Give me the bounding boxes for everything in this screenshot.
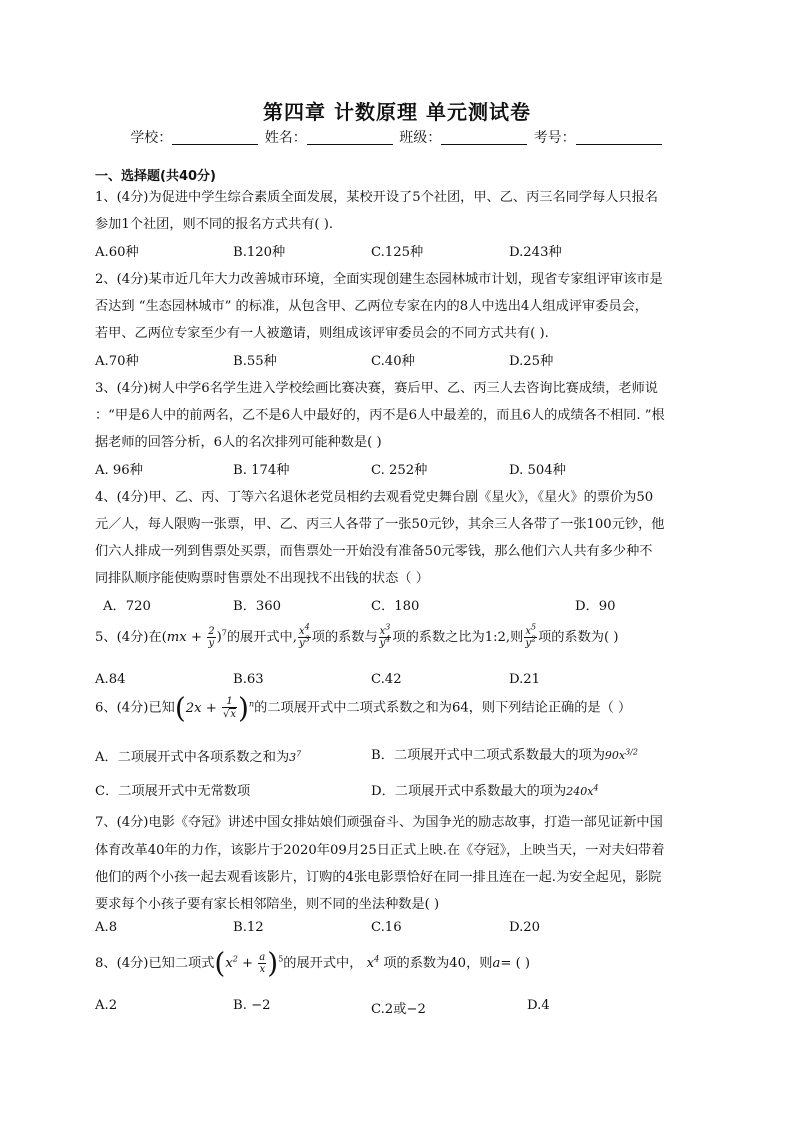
q2-option-c: C.40种	[371, 354, 415, 369]
q3-line3: 据老师的回答分析，6人的名次排列可能种数是( )	[95, 435, 382, 450]
exam-no-label: 考号：	[533, 130, 576, 146]
q5-option-a: A.84	[95, 672, 126, 687]
q7-option-a: A.8	[95, 920, 118, 935]
q1-option-d: D.243种	[509, 245, 562, 260]
q5-term1-formula: $\frac{x^4}{y^3}$	[298, 622, 310, 649]
q6-option-a: A．二项展开式中各项系数之和为$3^7$	[95, 749, 302, 765]
q5-mid2: 项的系数与	[311, 630, 378, 645]
q5-prefix: 5、(4分)在	[95, 630, 162, 645]
q1-line2: 参加1个社团，则不同的报名方式共有( ).	[95, 217, 334, 232]
q8-stem	[95, 946, 531, 980]
student-info-line	[0, 127, 794, 147]
q4-option-b: B．360	[233, 599, 282, 614]
class-blank[interactable]	[441, 130, 527, 145]
page-title: 第四章 计数原理 单元测试卷	[263, 100, 531, 124]
section-heading: 一、选择题(共40分)	[95, 169, 216, 184]
q5-term2-formula: $\frac{x^3}{y^4}$	[379, 622, 391, 649]
name-blank[interactable]	[307, 130, 393, 145]
q6-binomial-formula: (2x + $\frac{1}{√x}$ )$^n$	[174, 691, 255, 724]
q2-option-b: B.55种	[233, 354, 277, 369]
q6-option-c: C．二项展开式中无常数项	[95, 784, 251, 799]
class-label: 班级：	[399, 130, 442, 146]
name-label: 姓名：	[264, 130, 307, 146]
q8-option-a: A.2	[95, 998, 118, 1013]
q5-term3-formula: $\frac{x^5}{y^2}$	[525, 622, 537, 649]
q5-suffix: 项的系数为( )	[538, 630, 619, 645]
q3-option-a: A. 96种	[95, 463, 143, 478]
q7-line2: 体育改革40年的力作，该影片于2020年09月25日正式上映.在《夺冠》，上映当天，一对夫妇带着	[95, 843, 665, 858]
q4-line2: 元／人，每人限购一张票，甲、乙、丙三人各带了一张50元钞，其余三人各带了一张100元钞，他	[95, 517, 665, 532]
q7-option-c: C.16	[371, 920, 402, 935]
q8-suffix: = ( )	[500, 956, 531, 971]
q3-line1: 3、(4分)树人中学6名学生进入学校绘画比赛决赛，赛后甲、乙、丙三人去咨询比赛成绩，老师说	[95, 381, 658, 396]
q2-option-d: D.25种	[509, 354, 554, 369]
q8-variable-a: a	[492, 956, 501, 971]
q1-line1: 1、(4分)为促进中学生综合素质全面发展，某校开设了5个社团，甲、乙、丙三名同学每人只报名	[95, 190, 658, 205]
exam-no-blank[interactable]	[576, 130, 662, 145]
q4-line1: 4、(4分)甲、乙、丙、丁等六名退休老党员相约去观看党史舞台剧《星火》，《星火》的票价为50	[95, 490, 654, 505]
q6-option-d: D．二项展开式中系数最大的项为$240x^4$	[371, 783, 599, 799]
q3-option-b: B. 174种	[233, 463, 290, 478]
q7-option-b: B.12	[233, 920, 264, 935]
q4-option-d: D．90	[575, 599, 616, 614]
q5-option-b: B.63	[233, 672, 264, 687]
q7-line1: 7、(4分)电影《夺冠》讲述中国女排姑娘们顽强奋斗、为国争光的励志故事，打造一部见证新中国	[95, 815, 663, 830]
q2-line1: 2、(4分)某市近几年大力改善城市环境，全面实现创建生态园林城市计划，现省专家组评审该市是	[95, 272, 663, 287]
q7-option-d: D.20	[509, 920, 541, 935]
q8-prefix: 8、(4分)已知二项式	[95, 956, 215, 971]
q8-mid2: 项的系数为40，则	[383, 956, 493, 971]
q6-suffix: 的二项展开式中二项式系数之和为64，则下列结论正确的是（ ）	[254, 700, 632, 716]
q6-option-b: B．二项展开式中二项式系数最大的项为$90x^{3/2}$	[371, 747, 638, 763]
q8-term-formula: $x^4$	[362, 954, 380, 971]
q3-option-c: C. 252种	[371, 463, 428, 478]
q5-option-c: C.42	[371, 672, 402, 687]
q6-stem	[95, 691, 632, 724]
q1-option-a: A.60种	[95, 245, 139, 260]
school-label: 学校：	[130, 130, 173, 146]
q3-option-d: D. 504种	[509, 463, 566, 478]
q2-option-a: A.70种	[95, 354, 139, 369]
q4-option-a: A．720	[103, 599, 151, 614]
q7-line4: 要求每个小孩子要有家长相邻陪坐，则不同的坐法种数是( )	[95, 897, 440, 912]
q1-option-c: C.125种	[371, 245, 424, 260]
q4-line4: 同排队顺序能使购票时售票处不出现找不出钱的状态（ ）	[95, 571, 429, 586]
school-blank[interactable]	[172, 130, 258, 145]
q5-option-d: D.21	[509, 672, 541, 687]
q8-option-c: C.2或−2	[371, 1002, 426, 1017]
q2-line3: 若甲、乙两位专家至少有一人被邀请，则组成该评审委员会的不同方式共有( ).	[95, 326, 549, 341]
q8-binomial-formula: ($x^2$ + $\frac{a}{x}$ )$^5$	[214, 946, 284, 980]
q5-mid1: 的展开式中,	[226, 630, 297, 645]
q6-prefix: 6、(4分)已知	[95, 700, 175, 716]
q5-stem	[95, 622, 619, 649]
q7-line3: 他们的两个小孩一起去观看该影片，订购的4张电影票恰好在同一排且连在一起.为安全起见，影院	[95, 870, 662, 885]
q5-mid3: 项的系数之比为1:2,则	[392, 630, 524, 645]
q4-option-c: C．180	[371, 599, 420, 614]
q5-binomial-formula: (mx + $\frac{2}{y}$ )$^7$	[161, 626, 227, 649]
q4-line3: 们六人排成一列到售票处买票，而售票处一开始没有准备50元零钱，那么他们六人共有多少种不	[95, 544, 653, 559]
q8-mid: 的展开式中，	[283, 956, 363, 971]
q3-line2: ：“甲是6人中的前两名，乙不是6人中最好的，丙不是6人中最差的，而且6人的成绩各不相同. ”根	[95, 408, 665, 423]
q8-option-d: D.4	[527, 998, 550, 1013]
q1-option-b: B.120种	[233, 245, 286, 260]
q8-option-b: B. −2	[233, 998, 271, 1013]
q2-line2: 否达到 “生态园林城市” 的标准，从包含甲、乙两位专家在内的8人中选出4人组成评审委员会，	[95, 299, 648, 314]
